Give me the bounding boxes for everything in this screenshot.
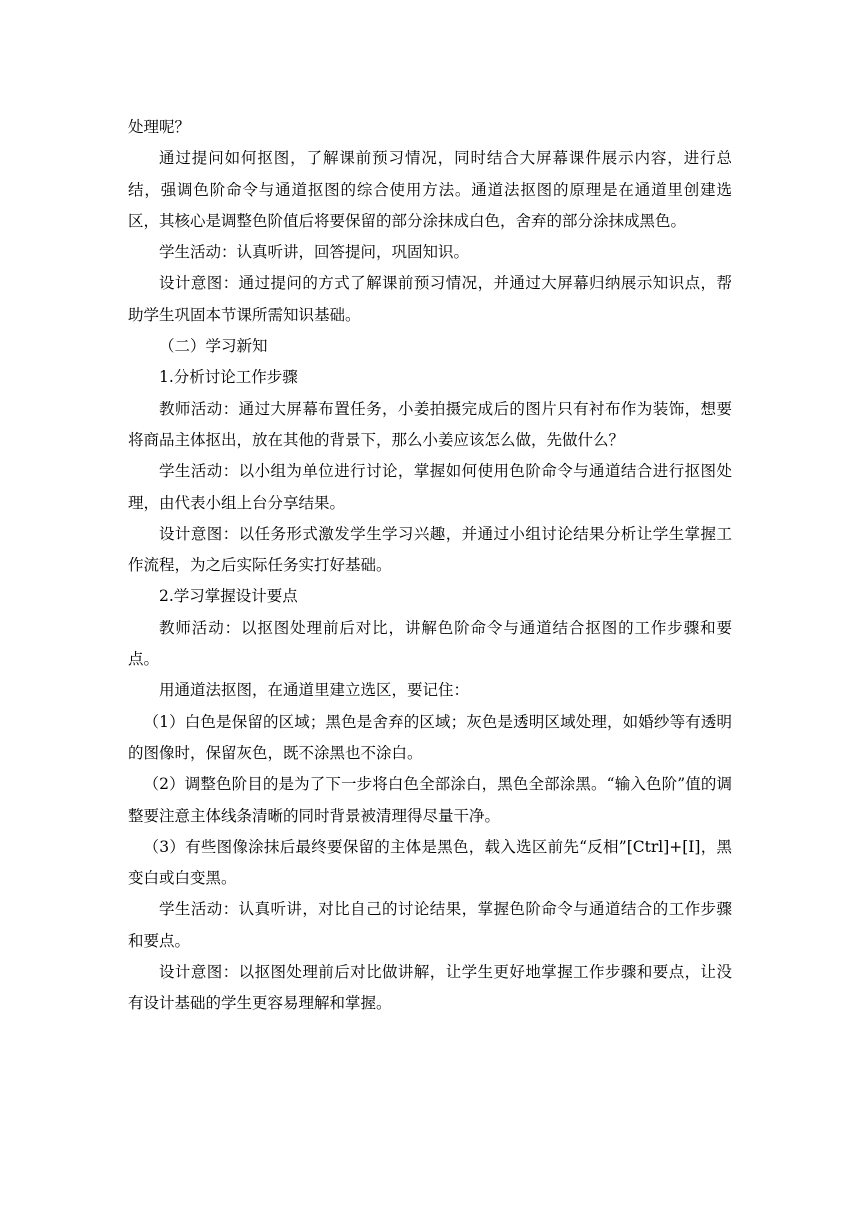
paragraph-design-intent-2: 设计意图：以任务形式激发学生学习兴趣，并通过小组讨论结果分析让学生掌握工作流程，为之后实际任务实打好基础。: [128, 524, 732, 575]
list-item-point-1: （1）白色是保留的区域；黑色是舍弃的区域；灰色是透明区域处理，如婚纱等有透明的图像时，保留灰色，既不涂黑也不涂白。: [128, 712, 732, 762]
paragraph-review-summary: 通过提问如何抠图，了解课前预习情况，同时结合大屏幕课件展示内容，进行总结，强调色阶命令与通道抠图的综合使用方法。通道法抠图的原理是在通道里创建选区，其核心是调整色阶值后将要保留的部分涂抹成白色，舍弃的部分涂抹成黑色。: [128, 149, 732, 230]
document-body: [128, 112, 732, 1020]
paragraph-teacher-activity-2: 教师活动：以抠图处理前后对比，讲解色阶命令与通道结合抠图的工作步骤和要点。: [128, 618, 732, 669]
paragraph-design-intent-1: 设计意图：通过提问的方式了解课前预习情况，并通过大屏幕归纳展示知识点，帮助学生巩固本节课所需知识基础。: [128, 274, 732, 324]
paragraph-student-activity-1: 学生活动：认真听讲，回答提问，巩固知识。: [159, 243, 470, 262]
paragraph-continuation: 处理呢？: [128, 118, 191, 136]
paragraph-design-intent-3: 设计意图：以抠图处理前后对比做讲解，让学生更好地掌握工作步骤和要点，让没有设计基础的学生更容易理解和掌握。: [128, 963, 732, 1013]
list-item-point-2: （2）调整色阶目的是为了下一步将白色全部涂白，黑色全部涂黑。“输入色阶”值的调整要注意主体线条清晰的同时背景被清理得尽量干净。: [128, 775, 732, 825]
paragraph-channel-method-intro: 用通道法抠图，在通道里建立选区，要记住：: [159, 681, 470, 700]
subheading-design-points: 2.学习掌握设计要点: [159, 587, 298, 606]
subheading-analyze-steps: 1.分析讨论工作步骤: [159, 368, 298, 387]
paragraph-teacher-activity-1: 教师活动：通过大屏幕布置任务，小姜拍摄完成后的图片只有衬布作为装饰，想要将商品主体抠出，放在其他的背景下，那么小姜应该怎么做，先做什么？: [128, 399, 732, 449]
list-item-point-3: （3）有些图像涂抹后最终要保留的主体是黑色，载入选区前先“反相”[Ctrl]+[I]，黑变白或白变黑。: [128, 837, 732, 888]
section-heading-learn-new: （二）学习新知: [159, 337, 268, 356]
paragraph-student-activity-3: 学生活动：认真听讲，对比自己的讨论结果，掌握色阶命令与通道结合的工作步骤和要点。: [128, 900, 732, 950]
paragraph-student-activity-2: 学生活动：以小组为单位进行讨论，掌握如何使用色阶命令与通道结合进行抠图处理，由代表小组上台分享结果。: [128, 462, 732, 512]
